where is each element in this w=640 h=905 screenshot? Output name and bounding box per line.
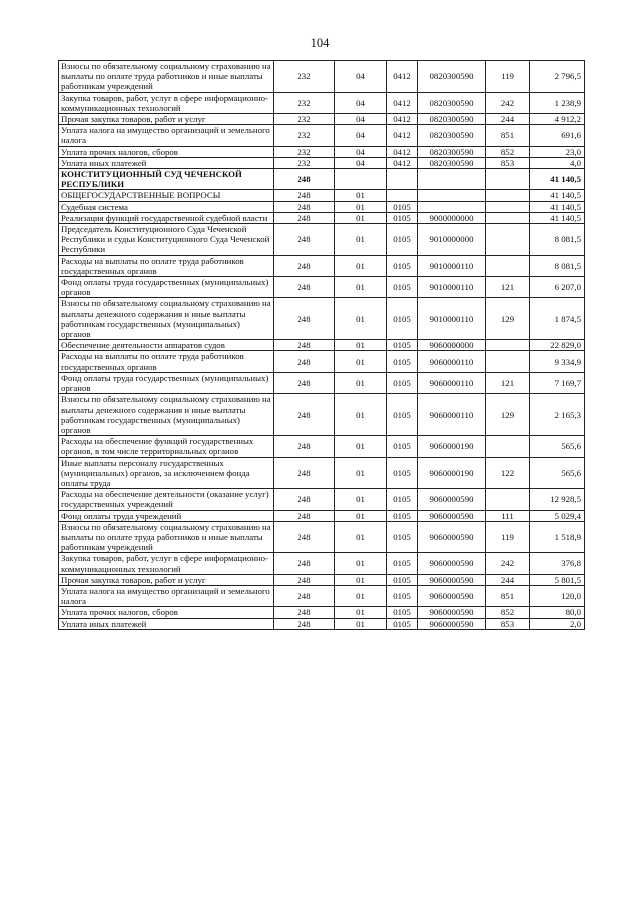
- row-name-cell: Расходы на обеспечение деятельности (оказание услуг) государственных учреждений: [59, 489, 274, 510]
- podrazdel-code-cell: 0105: [387, 457, 418, 489]
- vedomstvo-code-cell: 248: [274, 298, 335, 340]
- tselevaya-statya-cell: 0820300590: [418, 92, 486, 113]
- podrazdel-code-cell: 0105: [387, 618, 418, 629]
- vid-rashodov-cell: 111: [486, 510, 530, 521]
- vedomstvo-code-cell: 232: [274, 125, 335, 146]
- table-row: [59, 340, 585, 351]
- summa-cell: 5 801,5: [530, 574, 585, 585]
- summa-cell: 4,0: [530, 157, 585, 168]
- vid-rashodov-cell: 121: [486, 372, 530, 393]
- podrazdel-code-cell: 0105: [387, 255, 418, 276]
- row-name-cell: Взносы по обязательному социальному страхованию на выплаты по оплате труда работников и иные выплаты работникам учреждений: [59, 521, 274, 553]
- row-name-cell: Взносы по обязательному социальному страхованию на выплаты по оплате труда работников и иные выплаты работникам учреждений: [59, 61, 274, 93]
- page-number: 104: [310, 36, 330, 50]
- summa-cell: 8 081,5: [530, 224, 585, 256]
- razdel-code-cell: [335, 169, 387, 190]
- summa-cell: 4 912,2: [530, 114, 585, 125]
- summa-cell: 41 140,5: [530, 212, 585, 223]
- vid-rashodov-cell: 244: [486, 114, 530, 125]
- vedomstvo-code-cell: 248: [274, 212, 335, 223]
- table-row: [59, 574, 585, 585]
- vid-rashodov-cell: [486, 436, 530, 457]
- podrazdel-code-cell: 0105: [387, 340, 418, 351]
- summa-cell: 22 829,0: [530, 340, 585, 351]
- table-row: [59, 457, 585, 489]
- podrazdel-code-cell: 0412: [387, 157, 418, 168]
- tselevaya-statya-cell: 0820300590: [418, 157, 486, 168]
- tselevaya-statya-cell: [418, 169, 486, 190]
- summa-cell: 41 140,5: [530, 190, 585, 201]
- razdel-code-cell: 01: [335, 212, 387, 223]
- tselevaya-statya-cell: 9060000190: [418, 436, 486, 457]
- table-row: [59, 351, 585, 372]
- table-row: [59, 436, 585, 457]
- tselevaya-statya-cell: 9060000590: [418, 607, 486, 618]
- podrazdel-code-cell: 0105: [387, 436, 418, 457]
- razdel-code-cell: 01: [335, 224, 387, 256]
- razdel-code-cell: 04: [335, 125, 387, 146]
- table-row: [59, 190, 585, 201]
- summa-cell: 7 169,7: [530, 372, 585, 393]
- tselevaya-statya-cell: 9060000590: [418, 489, 486, 510]
- podrazdel-code-cell: 0105: [387, 553, 418, 574]
- tselevaya-statya-cell: 9060000110: [418, 372, 486, 393]
- table-row: [59, 255, 585, 276]
- razdel-code-cell: 04: [335, 114, 387, 125]
- tselevaya-statya-cell: 9000000000: [418, 212, 486, 223]
- table-row: [59, 607, 585, 618]
- razdel-code-cell: 01: [335, 553, 387, 574]
- tselevaya-statya-cell: 0820300590: [418, 146, 486, 157]
- podrazdel-code-cell: 0105: [387, 298, 418, 340]
- razdel-code-cell: 01: [335, 510, 387, 521]
- table-row: [59, 61, 585, 93]
- vedomstvo-code-cell: 248: [274, 394, 335, 436]
- razdel-code-cell: 01: [335, 277, 387, 298]
- tselevaya-statya-cell: 9060000590: [418, 585, 486, 606]
- vedomstvo-code-cell: 248: [274, 436, 335, 457]
- razdel-code-cell: 01: [335, 351, 387, 372]
- summa-cell: 691,6: [530, 125, 585, 146]
- razdel-code-cell: 04: [335, 61, 387, 93]
- vedomstvo-code-cell: 248: [274, 574, 335, 585]
- summa-cell: 41 140,5: [530, 201, 585, 212]
- summa-cell: 2,0: [530, 618, 585, 629]
- vid-rashodov-cell: [486, 224, 530, 256]
- razdel-code-cell: 04: [335, 157, 387, 168]
- tselevaya-statya-cell: 9010000110: [418, 298, 486, 340]
- row-name-cell: Судебная система: [59, 201, 274, 212]
- vid-rashodov-cell: 853: [486, 157, 530, 168]
- vedomstvo-code-cell: 232: [274, 61, 335, 93]
- vid-rashodov-cell: 122: [486, 457, 530, 489]
- podrazdel-code-cell: 0105: [387, 277, 418, 298]
- tselevaya-statya-cell: 9060000110: [418, 394, 486, 436]
- vid-rashodov-cell: 851: [486, 585, 530, 606]
- razdel-code-cell: 01: [335, 298, 387, 340]
- summa-cell: 12 928,5: [530, 489, 585, 510]
- summa-cell: 9 334,9: [530, 351, 585, 372]
- vid-rashodov-cell: 129: [486, 394, 530, 436]
- razdel-code-cell: 01: [335, 255, 387, 276]
- tselevaya-statya-cell: 9010000110: [418, 277, 486, 298]
- vid-rashodov-cell: 244: [486, 574, 530, 585]
- vid-rashodov-cell: 851: [486, 125, 530, 146]
- razdel-code-cell: 01: [335, 489, 387, 510]
- razdel-code-cell: 04: [335, 92, 387, 113]
- summa-cell: 120,0: [530, 585, 585, 606]
- table-row: [59, 372, 585, 393]
- vid-rashodov-cell: 119: [486, 61, 530, 93]
- vedomstvo-code-cell: 248: [274, 255, 335, 276]
- budget-table-body: [59, 61, 585, 630]
- podrazdel-code-cell: 0105: [387, 489, 418, 510]
- row-name-cell: Расходы на выплаты по оплате труда работников государственных органов: [59, 351, 274, 372]
- podrazdel-code-cell: [387, 169, 418, 190]
- vedomstvo-code-cell: 248: [274, 521, 335, 553]
- razdel-code-cell: 01: [335, 190, 387, 201]
- row-name-cell: Прочая закупка товаров, работ и услуг: [59, 114, 274, 125]
- vedomstvo-code-cell: 248: [274, 607, 335, 618]
- summa-cell: 1 238,9: [530, 92, 585, 113]
- podrazdel-code-cell: 0105: [387, 201, 418, 212]
- vedomstvo-code-cell: 232: [274, 114, 335, 125]
- podrazdel-code-cell: 0105: [387, 607, 418, 618]
- row-name-cell: Закупка товаров, работ, услуг в сфере информационно-коммуникационных технологий: [59, 553, 274, 574]
- summa-cell: 1 874,5: [530, 298, 585, 340]
- table-row: [59, 298, 585, 340]
- tselevaya-statya-cell: [418, 190, 486, 201]
- vid-rashodov-cell: [486, 340, 530, 351]
- vid-rashodov-cell: [486, 169, 530, 190]
- vedomstvo-code-cell: 248: [274, 340, 335, 351]
- podrazdel-code-cell: 0412: [387, 146, 418, 157]
- razdel-code-cell: 01: [335, 372, 387, 393]
- tselevaya-statya-cell: 9060000000: [418, 340, 486, 351]
- row-name-cell: Расходы на обеспечение функций государственных органов, в том числе территориальных органов: [59, 436, 274, 457]
- tselevaya-statya-cell: 9060000590: [418, 574, 486, 585]
- razdel-code-cell: 01: [335, 394, 387, 436]
- razdel-code-cell: 01: [335, 618, 387, 629]
- summa-cell: 2 165,3: [530, 394, 585, 436]
- summa-cell: 565,6: [530, 457, 585, 489]
- vid-rashodov-cell: 242: [486, 92, 530, 113]
- vedomstvo-code-cell: 248: [274, 489, 335, 510]
- podrazdel-code-cell: 0412: [387, 125, 418, 146]
- vedomstvo-code-cell: 248: [274, 190, 335, 201]
- table-row: [59, 92, 585, 113]
- table-row: [59, 157, 585, 168]
- vid-rashodov-cell: 853: [486, 618, 530, 629]
- vid-rashodov-cell: 119: [486, 521, 530, 553]
- vid-rashodov-cell: [486, 190, 530, 201]
- vedomstvo-code-cell: 248: [274, 224, 335, 256]
- row-name-cell: ОБЩЕГОСУДАРСТВЕННЫЕ ВОПРОСЫ: [59, 190, 274, 201]
- tselevaya-statya-cell: 9010000110: [418, 255, 486, 276]
- row-name-cell: Закупка товаров, работ, услуг в сфере информационно-коммуникационных технологий: [59, 92, 274, 113]
- row-name-cell: Фонд оплаты труда учреждений: [59, 510, 274, 521]
- podrazdel-code-cell: 0412: [387, 114, 418, 125]
- vedomstvo-code-cell: 248: [274, 351, 335, 372]
- row-name-cell: Обеспечение деятельности аппаратов судов: [59, 340, 274, 351]
- podrazdel-code-cell: 0105: [387, 372, 418, 393]
- tselevaya-statya-cell: 9060000590: [418, 618, 486, 629]
- vedomstvo-code-cell: 248: [274, 553, 335, 574]
- razdel-code-cell: 01: [335, 521, 387, 553]
- podrazdel-code-cell: 0105: [387, 574, 418, 585]
- vid-rashodov-cell: [486, 489, 530, 510]
- razdel-code-cell: 01: [335, 201, 387, 212]
- vid-rashodov-cell: [486, 201, 530, 212]
- row-name-cell: Уплата прочих налогов, сборов: [59, 607, 274, 618]
- row-name-cell: Уплата иных платежей: [59, 618, 274, 629]
- table-row: [59, 553, 585, 574]
- summa-cell: 6 207,0: [530, 277, 585, 298]
- table-row: [59, 169, 585, 190]
- row-name-cell: Уплата иных платежей: [59, 157, 274, 168]
- podrazdel-code-cell: 0105: [387, 510, 418, 521]
- row-name-cell: Иные выплаты персоналу государственных (муниципальных) органов, за исключением фонда оплаты труда: [59, 457, 274, 489]
- tselevaya-statya-cell: 9060000590: [418, 521, 486, 553]
- table-row: [59, 489, 585, 510]
- table-row: [59, 125, 585, 146]
- table-row: [59, 201, 585, 212]
- tselevaya-statya-cell: 9010000000: [418, 224, 486, 256]
- summa-cell: 1 518,9: [530, 521, 585, 553]
- row-name-cell: КОНСТИТУЦИОННЫЙ СУД ЧЕЧЕНСКОЙ РЕСПУБЛИКИ: [59, 169, 274, 190]
- tselevaya-statya-cell: 9060000590: [418, 553, 486, 574]
- razdel-code-cell: 01: [335, 585, 387, 606]
- budget-table: [58, 60, 585, 630]
- razdel-code-cell: 01: [335, 457, 387, 489]
- vedomstvo-code-cell: 248: [274, 169, 335, 190]
- tselevaya-statya-cell: 0820300590: [418, 61, 486, 93]
- vid-rashodov-cell: 121: [486, 277, 530, 298]
- summa-cell: 2 796,5: [530, 61, 585, 93]
- razdel-code-cell: 01: [335, 574, 387, 585]
- row-name-cell: Взносы по обязательному социальному страхованию на выплаты денежного содержания и иные выплаты работникам государственных (муниципальных) органов: [59, 298, 274, 340]
- podrazdel-code-cell: 0105: [387, 521, 418, 553]
- summa-cell: 8 081,5: [530, 255, 585, 276]
- table-row: [59, 146, 585, 157]
- summa-cell: 41 140,5: [530, 169, 585, 190]
- tselevaya-statya-cell: 9060000590: [418, 510, 486, 521]
- vid-rashodov-cell: 242: [486, 553, 530, 574]
- vid-rashodov-cell: [486, 212, 530, 223]
- podrazdel-code-cell: 0105: [387, 585, 418, 606]
- summa-cell: 376,8: [530, 553, 585, 574]
- table-row: [59, 277, 585, 298]
- vedomstvo-code-cell: 248: [274, 457, 335, 489]
- podrazdel-code-cell: 0105: [387, 212, 418, 223]
- row-name-cell: Реализация функций государственной судебной власти: [59, 212, 274, 223]
- table-row: [59, 114, 585, 125]
- podrazdel-code-cell: 0105: [387, 224, 418, 256]
- vedomstvo-code-cell: 232: [274, 157, 335, 168]
- table-row: [59, 510, 585, 521]
- vedomstvo-code-cell: 248: [274, 201, 335, 212]
- vedomstvo-code-cell: 248: [274, 510, 335, 521]
- table-row: [59, 618, 585, 629]
- podrazdel-code-cell: [387, 190, 418, 201]
- row-name-cell: Прочая закупка товаров, работ и услуг: [59, 574, 274, 585]
- tselevaya-statya-cell: 9060000110: [418, 351, 486, 372]
- vid-rashodov-cell: 129: [486, 298, 530, 340]
- table-row: [59, 585, 585, 606]
- row-name-cell: Взносы по обязательному социальному страхованию на выплаты денежного содержания и иные выплаты работникам государственных (муниципальных) органов: [59, 394, 274, 436]
- razdel-code-cell: 01: [335, 340, 387, 351]
- row-name-cell: Расходы на выплаты по оплате труда работников государственных органов: [59, 255, 274, 276]
- tselevaya-statya-cell: 9060000190: [418, 457, 486, 489]
- vid-rashodov-cell: [486, 351, 530, 372]
- row-name-cell: Уплата налога на имущество организаций и земельного налога: [59, 585, 274, 606]
- vedomstvo-code-cell: 232: [274, 146, 335, 157]
- razdel-code-cell: 01: [335, 436, 387, 457]
- podrazdel-code-cell: 0412: [387, 61, 418, 93]
- razdel-code-cell: 01: [335, 607, 387, 618]
- row-name-cell: Председатель Конституционного Суда Чеченской Республики и судьи Конституционного Суда Чеченской Республики: [59, 224, 274, 256]
- vid-rashodov-cell: 852: [486, 146, 530, 157]
- row-name-cell: Фонд оплаты труда государственных (муниципальных) органов: [59, 372, 274, 393]
- row-name-cell: Фонд оплаты труда государственных (муниципальных) органов: [59, 277, 274, 298]
- summa-cell: 80,0: [530, 607, 585, 618]
- tselevaya-statya-cell: 0820300590: [418, 125, 486, 146]
- podrazdel-code-cell: 0412: [387, 92, 418, 113]
- table-row: [59, 224, 585, 256]
- tselevaya-statya-cell: [418, 201, 486, 212]
- podrazdel-code-cell: 0105: [387, 394, 418, 436]
- vid-rashodov-cell: 852: [486, 607, 530, 618]
- razdel-code-cell: 04: [335, 146, 387, 157]
- table-row: [59, 394, 585, 436]
- vedomstvo-code-cell: 248: [274, 618, 335, 629]
- summa-cell: 23,0: [530, 146, 585, 157]
- tselevaya-statya-cell: 0820300590: [418, 114, 486, 125]
- row-name-cell: Уплата прочих налогов, сборов: [59, 146, 274, 157]
- vedomstvo-code-cell: 248: [274, 372, 335, 393]
- row-name-cell: Уплата налога на имущество организаций и земельного налога: [59, 125, 274, 146]
- podrazdel-code-cell: 0105: [387, 351, 418, 372]
- table-row: [59, 521, 585, 553]
- summa-cell: 565,6: [530, 436, 585, 457]
- vid-rashodov-cell: [486, 255, 530, 276]
- vedomstvo-code-cell: 248: [274, 277, 335, 298]
- table-row: [59, 212, 585, 223]
- summa-cell: 5 029,4: [530, 510, 585, 521]
- vedomstvo-code-cell: 248: [274, 585, 335, 606]
- vedomstvo-code-cell: 232: [274, 92, 335, 113]
